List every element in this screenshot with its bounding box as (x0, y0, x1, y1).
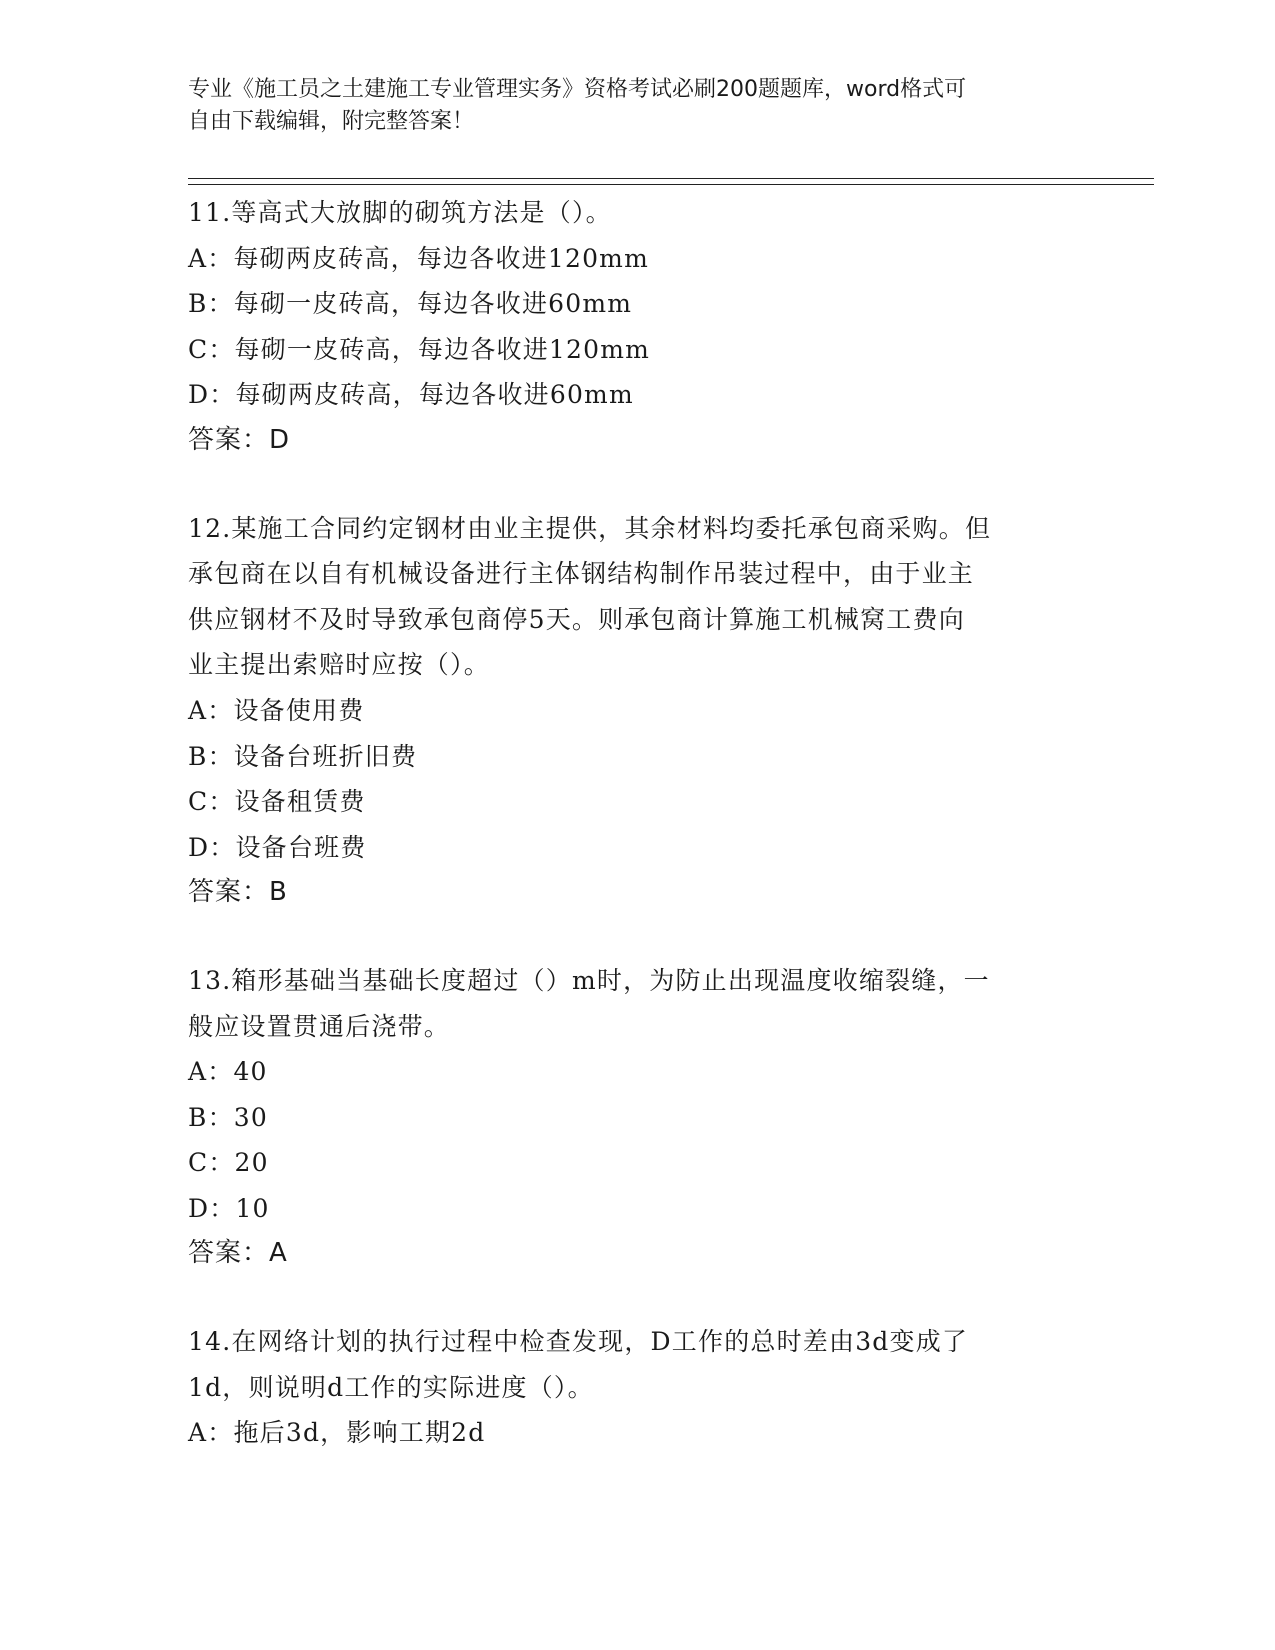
option-a: A：40 (188, 1057, 268, 1087)
question-14 (188, 1319, 1088, 1456)
question-stem (188, 190, 1088, 236)
question-list (188, 190, 1088, 1498)
answer: 答案：B (188, 877, 288, 908)
stem-line: 12.某施工合同约定钢材由业主提供，其余材料均委托承包商采购。但 (188, 513, 992, 543)
answer: 答案：A (188, 1238, 288, 1269)
option-c: C：设备租赁费 (188, 787, 366, 817)
question-11 (188, 190, 1088, 464)
question-stem (188, 506, 1088, 688)
header-line-2: 自由下载编辑，附完整答案！ (188, 109, 475, 134)
option-c: C：每砌一皮砖高，每边各收进120mm (188, 334, 651, 364)
option-b: B：设备台班折旧费 (188, 741, 418, 771)
header-line-1: 专业《施工员之土建施工专业管理实务》资格考试必刷200题题库，word格式可 (188, 77, 967, 102)
header-divider-bottom (188, 184, 1154, 185)
option-c: C：20 (188, 1148, 269, 1178)
stem-line: 供应钢材不及时导致承包商停5天。则承包商计算施工机械窝工费向 (188, 604, 965, 634)
stem-line: 般应设置贯通后浇带。 (188, 1011, 451, 1041)
header-divider-top (188, 178, 1154, 179)
stem-line: 1d，则说明d工作的实际进度（）。 (188, 1372, 594, 1402)
document-header (188, 74, 1068, 138)
stem-line: 业主提出索赔时应按（）。 (188, 650, 490, 680)
question-stem (188, 1319, 1088, 1410)
option-d: D：10 (188, 1193, 270, 1223)
option-a: A：设备使用费 (188, 695, 365, 725)
option-d: D：设备台班费 (188, 832, 367, 862)
option-a: A：每砌两皮砖高，每边各收进120mm (188, 243, 649, 273)
stem-line: 14.在网络计划的执行过程中检查发现，D工作的总时差由3d变成了 (188, 1327, 969, 1357)
stem-line: 承包商在以自有机械设备进行主体钢结构制作吊装过程中，由于业主 (188, 559, 975, 589)
option-b: B：每砌一皮砖高，每边各收进60mm (188, 289, 633, 319)
option-a: A：拖后3d，影响工期2d (188, 1418, 486, 1448)
option-b: B：30 (188, 1102, 268, 1132)
answer: 答案：D (188, 424, 291, 455)
stem-line: 13.箱形基础当基础长度超过（）m时，为防止出现温度收缩裂缝，一 (188, 965, 990, 995)
question-12 (188, 506, 1088, 916)
stem-line: 11.等高式大放脚的砌筑方法是（）。 (188, 198, 612, 227)
question-13 (188, 958, 1088, 1277)
option-d: D：每砌两皮砖高，每边各收进60mm (188, 380, 634, 410)
question-stem (188, 958, 1088, 1049)
